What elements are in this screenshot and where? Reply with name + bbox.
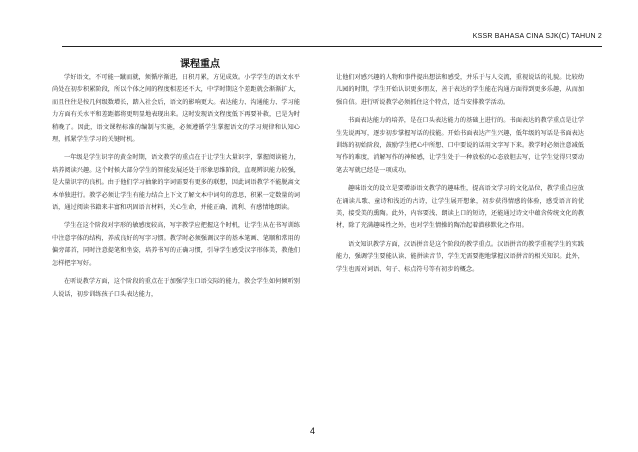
paragraph: 学生在这个阶段对字形的敏感度较高，写字教学应把握这个时机，让学生从在书写训练中注意字体的结构，养成良好的写字习惯。教学时必须强调汉字的基本笔画、笔顺和常用的偏旁部首，同时注意提笔和坐姿，培养书写的正确习惯，引导学生感受汉字形体美，教他们怎样把字写好。: [52, 222, 300, 267]
header-text: KSSR BAHASA CINA SJK(C) TAHUN 2: [472, 33, 602, 40]
paragraph: 在听说教学方面，这个阶段的重点在于加强学生口语交际的能力，教会学生如何倾听别人说话，初步训练孩子口头表达能力，: [52, 278, 300, 298]
left-column: [52, 72, 300, 307]
paragraph: 趣味语文的设立是要增添语文教学的趣味性，提高语文学习的文化品位，教学重点应放在诵读儿歌、童诗和浅近的古诗，让学生展开想象，初步获得情感的体验，感受语言的优美，接受美的熏陶。此外，内容要浅、朗读上口的短诗，还能通过诗文中蕴含传统文化的教材，除了充满趣味性之外，也对学生情操的陶冶起着潜移默化之作用。: [336, 185, 584, 230]
paragraph: 学好语文，不可能一蹴而就，须循序渐进，日积月累，方见成效。小学学生的语文水平尚处在初步积累阶段，所以个体之间的程度相差还不大，中学时期这个差距就会渐渐扩大，而且往往是按几何级数增长，踏入社会后，语文的影响更大。表达能力、沟通能力、学习能力方面有关水平和差距都将更明显地表现出来。这时发现语文程度低下再要补救，已是为时稍晚了。因此，语文课程标准的编制与实施，必须遵循学生掌握语文的学习规律和认知心理，抓紧学生学习的关键时机。: [52, 74, 300, 144]
paragraph: 一年级是学生识字的黄金时期，语文教学的重点在于让学生大量识字，掌握阅读能力，培养阅读兴趣。这个时候大部分学生的智能发展还处于形象思维阶段，直观辨识能力较强，是大量识字的良机。由于他们学习抽象的字词需要有更多的联想，因此词语教学不能脱离文本单独进行。教学必须让学生有能力结合上下文了解文本中词句的意思，积累一定数量的词语，通过阅读书籍来丰富和巩固语言材料，关心生命，并能正确、流利、有感情地朗读。: [52, 154, 300, 212]
right-column: [336, 72, 584, 282]
paragraph: 让他们对感兴趣的人物和事件提出想法和感受，并乐于与人交流，重视说话的礼貌。比较幼儿园的时期，学生开始认识更多朋友，善于表达的学生能在沟通方面得到更多乐趣，从而加强自信。进行听说教学必须抓住这个特点，适当安排教学活动。: [336, 74, 584, 106]
header-rule: [62, 46, 602, 47]
paragraph: 书面表达能力的培养，是在口头表达能力的基础上进行的。书面表达的教学重点是让学生先说再写，逐步初步掌握写话的技能。开始书面表达产生兴趣，低年级的写话是书面表达训练的初始阶段，鼓励学生把心中所想、口中要说的话用文字写下来。教学时必须注意减低写作的难度，消解写作的神秘感，让学生处于一种放松的心态放胆去写，让学生觉得只要动笔去写就已经是一项成功。: [336, 117, 584, 174]
page-number: 4: [310, 426, 316, 436]
paragraph: 语文知识教学方面，汉语拼音是这个阶段的教学重点。汉语拼音的教学重视学生的实践能力，强调学生要能认读、能拼读音节，学生无需要抱地掌握汉语拼音的相关知识。此外，学生也需对词语、句子、标点符号等有初步的概念。: [336, 240, 584, 273]
section-title: 课程重点: [180, 59, 220, 70]
